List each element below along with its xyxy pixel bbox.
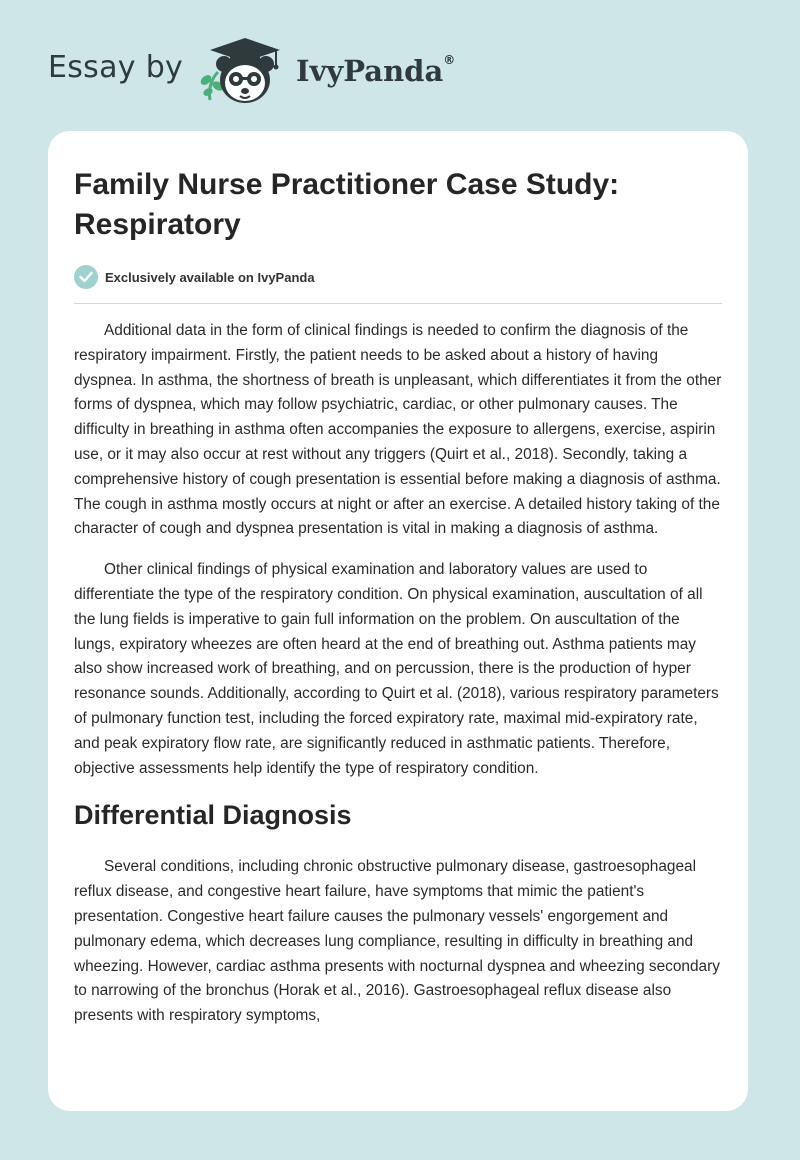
divider — [74, 303, 722, 304]
check-circle-icon — [74, 265, 98, 289]
panda-graduate-logo-icon[interactable] — [196, 30, 296, 110]
essay-card — [48, 131, 748, 1111]
exclusive-badge — [74, 265, 315, 289]
essay-body — [74, 319, 724, 1045]
brand-text: IvyPanda — [296, 54, 444, 88]
registered-mark: ® — [443, 53, 456, 68]
paragraph: Several conditions, including chronic obstructive pulmonary disease, gastroesophageal reflux disease, and congestive heart failure, have symptoms that mimic the patient's presentation. Congestive heart failure causes the pulmonary vessels' engorgement and pulmonary edema, which decreases lung compliance, resulting in difficulty in breathing and wheezing. However, cardiac asthma presents with nocturnal dyspnea and wheezing secondary to narrowing of the bronchus (Horak et al., 2016). Gastroesophageal reflux disease also presents with respiratory symptoms, — [74, 858, 720, 1025]
site-header — [0, 0, 800, 130]
paragraph: Other clinical findings of physical examination and laboratory values are used to differentiate the type of the respiratory condition. On physical examination, auscultation of all the lung fields is imperative to gain full information on the problem. On auscultation of the lungs, expiratory wheezes are often heard at the end of breathing out. Asthma patients may also show increased work of breathing, and on percussion, there is the production of hyper resonance sounds. Additionally, according to Quirt et al. (2018), various respiratory parameters of pulmonary function test, including the forced expiratory rate, maximal mid-expiratory rate, and peak expiratory flow rate, are significantly reduced in asthmatic patients. Therefore, objective assessments help identify the type of respiratory condition. — [74, 561, 719, 777]
badge-label: Exclusively available on IvyPanda — [105, 269, 315, 285]
essay-by-label: Essay by — [48, 50, 184, 85]
section-heading: Differential Diagnosis — [74, 800, 352, 831]
brand-name[interactable] — [296, 54, 455, 88]
paragraph: Additional data in the form of clinical findings is needed to confirm the diagnosis of the respiratory impairment. Firstly, the patient needs to be asked about a history of having dyspnea. In asthma, the shortness of breath is unpleasant, which differentiates it from the other forms of dyspnea, which may follow psychiatric, cardiac, or other pulmonary causes. The difficulty in breathing in asthma often accompanies the exposure to allergens, exercise, aspirin use, or it may also occur at rest without any triggers (Quirt et al., 2018). Secondly, taking a comprehensive history of cough presentation is essential before making a diagnosis of asthma. The cough in asthma mostly occurs at night or after an exercise. A detailed history taking of the character of cough and dyspnea presentation is vital in making a diagnosis of asthma. — [74, 322, 722, 538]
page-title: Family Nurse Practitioner Case Study: Respiratory — [74, 168, 620, 241]
